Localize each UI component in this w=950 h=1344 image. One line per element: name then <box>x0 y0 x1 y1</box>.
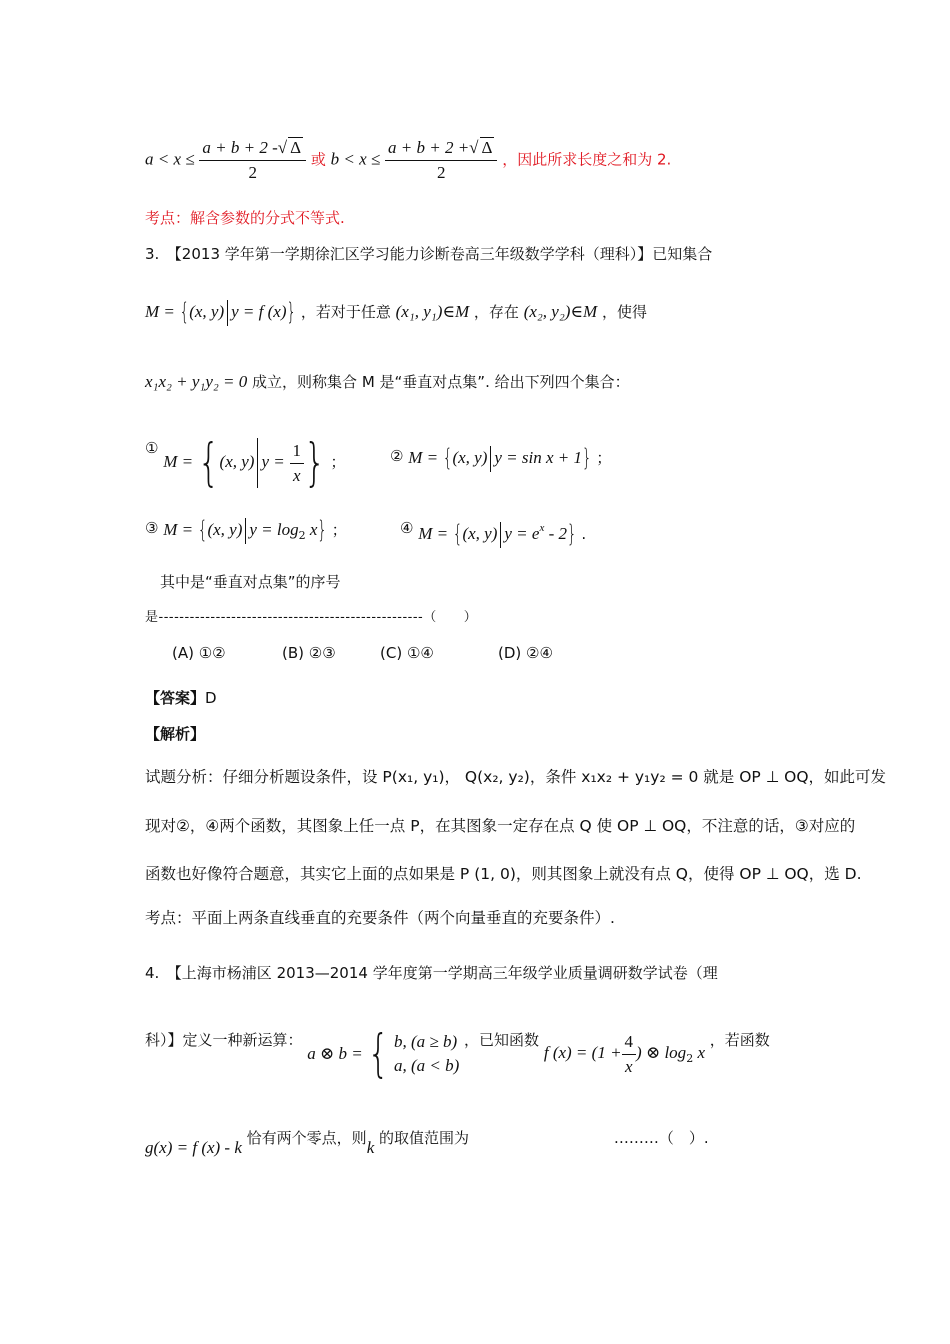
answer-value: D <box>205 689 217 707</box>
f-num: 4 <box>622 1032 637 1055</box>
option-3-mark: ③ <box>145 519 159 537</box>
fraction-1-den: 2 <box>248 163 257 182</box>
option-2-rule: y = sin x + 1 <box>494 448 582 467</box>
option-4-end: . <box>581 525 587 543</box>
set-m: M = <box>145 302 175 321</box>
q3-point-2: (x₂, y₂)∈M <box>523 302 598 321</box>
q3-choices <box>172 643 553 663</box>
option-2-mark: ② <box>390 447 404 465</box>
option-4-rule: y = e <box>504 524 540 543</box>
q4-title: 4. 【上海市杨浦区 2013—2014 学年度第一学期高三年级学业质量调研数学试卷（理 <box>145 964 718 982</box>
option-1-num: 1 <box>290 441 305 464</box>
choice-c: (C) ①④ <box>380 644 434 662</box>
f-sub: 2 <box>686 1052 694 1065</box>
answer-label: 【答案】 <box>145 689 206 707</box>
set-rule: y = f (x) <box>231 302 287 321</box>
q4-define: 科）】定义一种新运算： <box>145 1031 303 1049</box>
option-3-pair: (x, y) <box>207 520 243 539</box>
fraction-2-radicand: Δ <box>481 138 493 157</box>
g-def: g(x) = f (x) - k <box>145 1138 242 1157</box>
q3-option-1: ① M = {(x, y) y = $\frac{1}{x}$ } ； <box>145 433 346 493</box>
q3-option-2: ② M = {(x, y) y = sin x + 1} ； <box>390 443 612 473</box>
option-3-rule: y = log <box>249 520 299 539</box>
f-def-a: f (x) = (1 + <box>543 1043 622 1062</box>
q3-set-def-line: M = {(x, y) y = f (x)} ，若对于任意 (x₁, y₁)∈M ，存在 (x₂, y₂)∈M ，使得 <box>145 297 647 327</box>
q3-option-3: ③ M = {(x, y) $y = \log_2 x$} ； <box>145 515 347 545</box>
solution-conclusion: ，因此所求长度之和为 2. <box>502 150 672 169</box>
option-4-sup: x <box>539 522 545 534</box>
option-3-sub: 2 <box>298 529 306 542</box>
kaodian-1: 考点：解含参数的分式不等式. <box>145 209 345 227</box>
or-word: 或 <box>310 150 326 169</box>
fraction-2-num: a + b + 2 + <box>388 138 470 157</box>
op-lhs: a ⊗ b = <box>307 1044 363 1063</box>
q4-line-2: 科）】定义一种新运算： a ⊗ b = { b, (a ≥ b) a, (a < b) ，已知函数 f (x) = (1 + $\frac{4}{x}$ ) ⊗ $\log_2 x$ ，若函数 <box>145 1024 770 1084</box>
f-def-c: x <box>693 1043 705 1062</box>
option-4-mark: ④ <box>400 519 414 537</box>
option-4-tail: - 2 <box>544 524 567 543</box>
analysis-line-2: 现对②，④两个函数，其图象上任一点 P，在其图象一定存在点 Q 使 OP ⊥ OQ，不注意的话，③对应的 <box>145 817 856 835</box>
q3-eq-text: 成立，则称集合 M 是“垂直对点集”. 给出下列四个集合： <box>252 373 630 391</box>
q3-point-1: (x₁, y₁)∈M <box>395 302 470 321</box>
q3-cond-1: ，若对于任意 <box>300 303 391 321</box>
option-2-m: M = <box>408 448 439 467</box>
analysis-label: 【解析】 <box>145 725 206 743</box>
f-den: x <box>625 1056 633 1076</box>
op-case-1: b, (a ≥ b) <box>393 1032 458 1051</box>
q3-eq-line <box>145 372 630 392</box>
fraction-1-num: a + b + 2 - <box>202 138 278 157</box>
op-cases <box>394 1030 459 1078</box>
ineq-lhs: a < x ≤ <box>145 149 195 169</box>
option-1-mark: ① <box>145 439 159 457</box>
analysis-line-1: 试题分析：仔细分析题设条件，设 P(x₁, y₁)， Q(x₂, y₂)，条件 x₁x₂ + y₁y₂ = 0 就是 OP ⊥ OQ，如此可发 <box>145 768 887 786</box>
q4-line-3 <box>145 1128 709 1158</box>
set-pair: (x, y) <box>189 302 225 321</box>
option-2-pair: (x, y) <box>452 448 488 467</box>
q4-blank: ………（ ）. <box>613 1129 709 1147</box>
option-3-m: M = <box>163 520 194 539</box>
q3-cond-3: ，使得 <box>601 303 647 321</box>
analysis-line-3: 函数也好像符合题意，其实它上面的点如果是 P (1, 0)，则其图象上就没有点 Q，使得 OP ⊥ OQ，选 D. <box>145 865 862 883</box>
solution-line-1 <box>145 138 671 188</box>
q4-if: ，若函数 <box>709 1031 770 1049</box>
choice-b: (B) ②③ <box>282 644 336 662</box>
kaodian-2: 考点：平面上两条直线垂直的充要条件（两个向量垂直的充要条件）. <box>145 909 615 927</box>
option-1-rule: y = <box>261 452 285 471</box>
option-1-m: M = <box>163 452 194 471</box>
q4-zeros: 恰有两个零点，则 <box>246 1129 367 1147</box>
q3-cond-2: ，存在 <box>473 303 519 321</box>
fraction-2: $\frac{a + b + 2 +√ \Delta}{2}$ <box>385 138 497 183</box>
op-case-2: a, (a < b) <box>393 1056 460 1075</box>
choice-a: (A) ①② <box>172 644 226 662</box>
q3-equation: x₁x₂ + y₁y₂ = 0 <box>145 372 248 391</box>
f-def-b: ) ⊗ log <box>636 1043 687 1062</box>
option-1-pair: (x, y) <box>219 452 255 471</box>
q4-range: 的取值范围为 <box>379 1129 470 1147</box>
option-4-pair: (x, y) <box>462 524 498 543</box>
option-1-end: ； <box>330 453 346 471</box>
option-1-den: x <box>293 465 301 485</box>
q4-given: ，已知函数 <box>464 1031 540 1049</box>
q3-option-4: ④ M = {(x, y) $y = e^x - 2$} . <box>400 519 587 549</box>
fraction-1-radicand: Δ <box>290 138 302 157</box>
option-4-m: M = <box>418 524 449 543</box>
ineq-mid: b < x ≤ <box>330 149 381 169</box>
option-3-var: x <box>305 520 318 539</box>
fraction-2-den: 2 <box>436 163 446 182</box>
choice-d: (D) ②④ <box>498 644 553 662</box>
q3-title: 3. 【2013 学年第一学期徐汇区学习能力诊断卷高三年级数学学科（理科）】已知集合 <box>145 245 713 263</box>
option-3-end: ； <box>331 521 347 539</box>
q3-answer <box>145 688 217 708</box>
fraction-1: $\frac{a + b + 2 -√ \Delta}{2}$ <box>199 138 306 183</box>
q3-ask-1: 其中是“垂直对点集”的序号 <box>160 573 341 591</box>
option-2-end: ； <box>596 449 612 467</box>
k-var: k <box>366 1138 375 1157</box>
q3-ask-2: 是---------------------------------------------------（ ） <box>145 610 478 625</box>
